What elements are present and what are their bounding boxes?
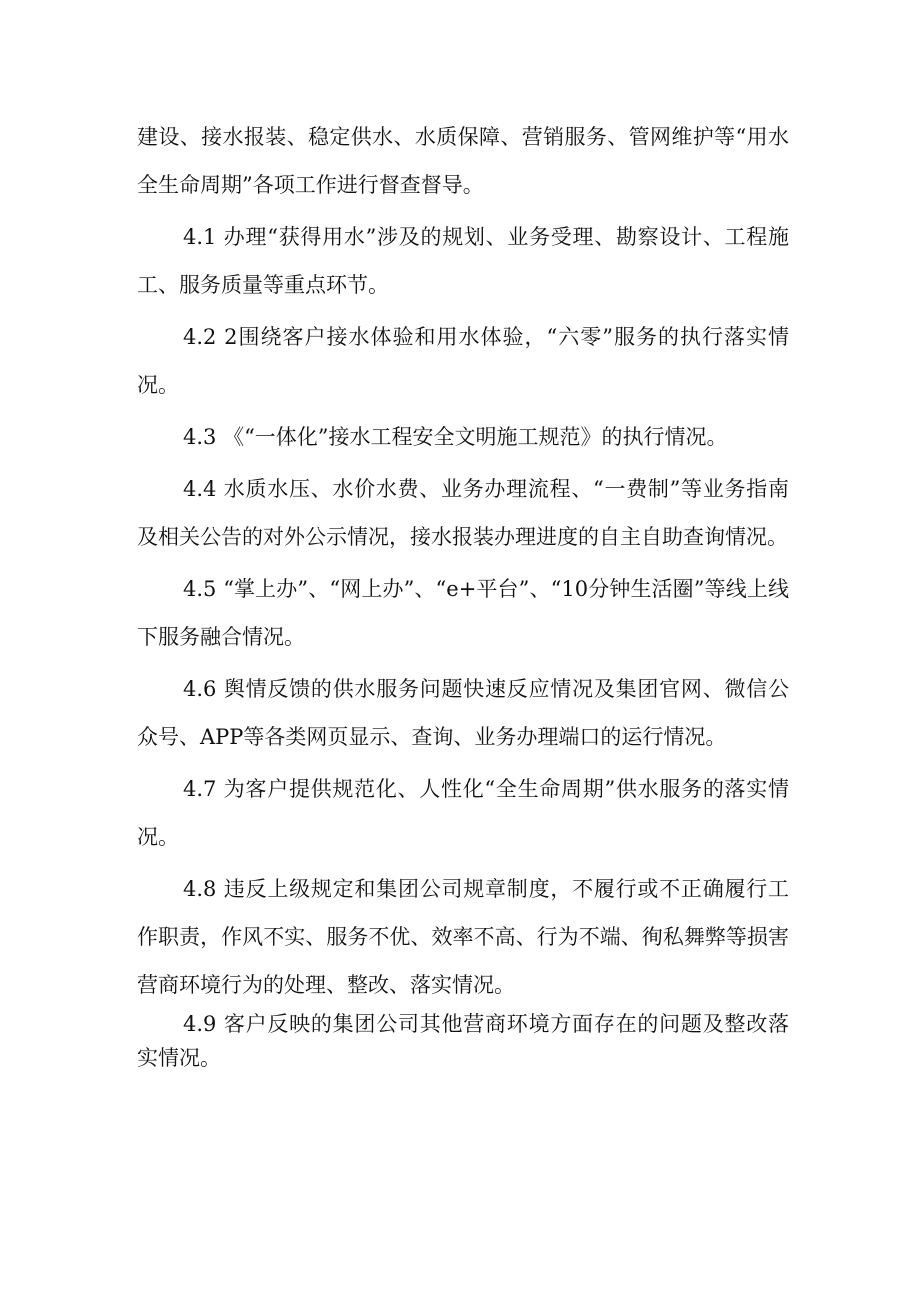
paragraph-4-3: 4.3 《“一体化”接水工程安全文明施工规范》的执行情况。 (183, 425, 728, 449)
paragraph-4-4: 4.4 水质水压、水价水费、业务办理流程、“一费制”等业务指南及相关公告的对外公示情况，接水报装办理进度的自主自助查询情况。 (137, 477, 789, 549)
paragraph-intro-continuation: 建设、接水报装、稳定供水、水质保障、营销服务、管网维护等“用水全生命周期”各项工作进行督查督导。 (137, 125, 789, 197)
paragraph-4-9: 4.9 客户反映的集团公司其他营商环境方面存在的问题及整改落实情况。 (137, 1012, 789, 1070)
document-body (137, 113, 789, 1079)
paragraph-4-2: 4.2 2围绕客户接水体验和用水体验，“六零”服务的执行落实情况。 (137, 325, 789, 397)
paragraph-4-1: 4.1 办理“获得用水”涉及的规划、业务受理、勘察设计、工程施工、服务质量等重点环节。 (137, 225, 789, 297)
paragraph-4-7: 4.7 为客户提供规范化、人性化“全生命周期”供水服务的落实情况。 (137, 777, 789, 849)
paragraph-4-8: 4.8 违反上级规定和集团公司规章制度，不履行或不正确履行工作职责，作风不实、服务不优、效率不高、行为不端、徇私舞弊等损害营商环境行为的处理、整改、落实情况。 (137, 877, 789, 997)
paragraph-4-6: 4.6 舆情反馈的供水服务问题快速反应情况及集团官网、微信公众号、APP等各类网页显示、查询、业务办理端口的运行情况。 (137, 677, 789, 749)
paragraph-4-5: 4.5 “掌上办”、“网上办”、“e+平台”、“10分钟生活圈”等线上线下服务融合情况。 (137, 577, 789, 649)
